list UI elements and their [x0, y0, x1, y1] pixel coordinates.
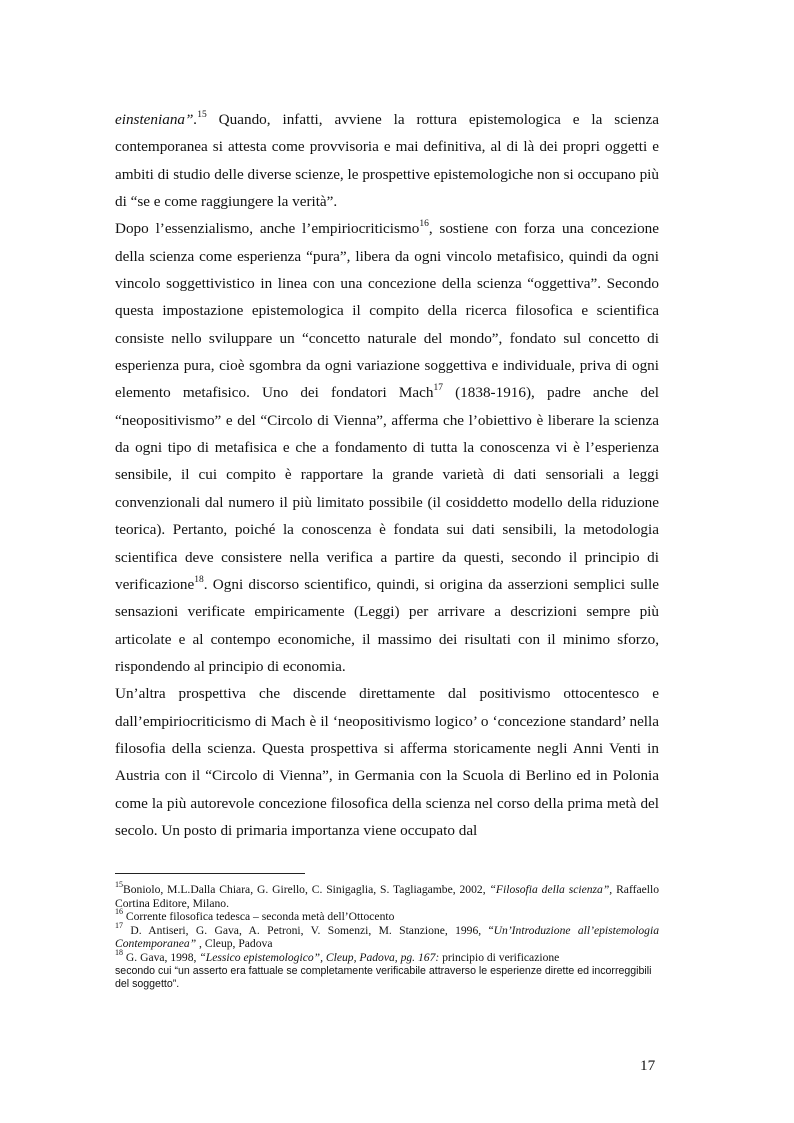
- paragraph-2-text-b: , sostiene con forza una concezione della scienza come esperienza “pura”, libera da ogni vincolo metafisico, quindi da ogni vincolo soggettivistico in linea con una concezione della scienza “oggettiva”. Secondo questa impostazione epistemologica il compito della ricerca filosofica e scientifica consiste nello sviluppare un “concetto naturale del mondo”, fondato sul concetto di esperienza pura, cioè sgombra da ogni variazione soggettiva e individuale, priva di ogni elemento metafisico. Uno dei fondatori Mach: [115, 220, 659, 402]
- paragraph-1-text: Quando, infatti, avviene la rottura epistemologica e la scienza contemporanea si attesta come provvisoria e mai definitiva, al di là dei propri oggetti e ambiti di studio delle diverse scienze, le prospettive epistemologiche non si occupano più di “se e come raggiungere la verità”.: [115, 111, 659, 211]
- footnote-15-number: 15: [115, 880, 123, 890]
- footnote-17-publisher: , Cleup, Padova: [196, 937, 273, 951]
- paragraph-3: Un’altra prospettiva che discende direttamente dal positivismo ottocentesco e dall’empiriocriticismo di Mach è il ‘neopositivismo logico’ o ‘concezione standard’ nella filosofia della scienza. Questa prospettiva si afferma storicamente negli Anni Venti in Austria con il “Circolo di Vienna”, in Germania con la Scuola di Berlino ed in Polonia come la più autorevole concezione filosofica della scienza nel corso della prima metà del secolo. Un posto di primaria importanza viene occupato dal: [115, 685, 659, 839]
- paragraph-2-text-a: Dopo l’essenzialismo, anche l’empiriocriticismo: [115, 220, 420, 238]
- footnote-18: [115, 948, 659, 965]
- footnote-ref-18: 18: [194, 574, 204, 585]
- footnote-18-author: G. Gava, 1998,: [123, 950, 200, 964]
- footnote-15-authors: Boniolo, M.L.Dalla Chiara, G. Girello, C. Sinigaglia, S. Tagliagambe, 2002,: [123, 883, 490, 896]
- paragraph-2-text-d: . Ogni discorso scientifico, quindi, si origina da asserzioni semplici sulle sensazioni verificate empiricamente (Leggi) per arrivare a descrizioni sempre più articolate e al contempo economiche, il massimo dei risultati con il minimo sforzo, rispondendo al principio di economia.: [115, 575, 659, 675]
- paragraph-2: [115, 215, 659, 680]
- body-text: [115, 106, 659, 844]
- footnote-17-title: Un’Introduzione all’epistemologia Contemporanea”: [115, 923, 659, 951]
- footnote-ref-15: 15: [197, 109, 207, 120]
- paragraph-2-text-c: (1838-1916), padre anche del “neopositivismo” e del “Circolo di Vienna”, afferma che l’obiettivo è liberare la scienza da ogni tipo di metafisica e che a fondamento di tutta la conoscenza vi è l’esperienza sensibile, il cui compito è rapportare la grande varietà di dati sensoriali a leggi convenzionali dal numero il più limitato possibile (il cosiddetto modello della riduzione teorica). Pertanto, poiché la conoscenza è fondata sui dati sensibili, la metodologia scientifica deve consistere nella verifica a partire da questi, secondo il principio di verificazione: [115, 384, 659, 593]
- footnote-separator: [115, 873, 305, 874]
- footnote-16: [115, 907, 659, 924]
- footnote-15: [115, 880, 659, 910]
- footnote-16-number: 16: [115, 907, 123, 917]
- page-number: 17: [640, 1057, 656, 1074]
- footnote-ref-16: 16: [419, 219, 429, 230]
- footnote-17: [115, 920, 659, 951]
- footnote-16-text: Corrente filosofica tedesca – seconda metà dell’Ottocento: [123, 910, 395, 924]
- footnote-15-publisher: Raffaello Cortina Editore, Milano.: [115, 883, 659, 910]
- footnote-15-title: “Filosofia della scienza”,: [489, 883, 613, 896]
- footnote-17-number: 17: [115, 920, 123, 930]
- footnote-18-title: “Lessico epistemologico”, Cleup, Padova, pg. 167:: [199, 950, 440, 964]
- paragraph-1-continuation: einsteniana”.: [115, 111, 198, 128]
- footnote-17-authors: D. Antiseri, G. Gava, A. Petroni, V. Somenzi, M. Stanzione, 1996, “: [123, 923, 494, 937]
- footnote-ref-17: 17: [433, 383, 443, 394]
- footnotes: [115, 880, 659, 992]
- footnote-18-text: principio di verificazione: [439, 950, 560, 964]
- paragraph-1: [115, 106, 659, 215]
- footnote-18-quote: secondo cui “un asserto era fattuale se completamente verificabile attraverso le esperienze dirette ed incorreggibili del soggetto”.: [115, 964, 652, 991]
- footnote-18-number: 18: [115, 948, 123, 958]
